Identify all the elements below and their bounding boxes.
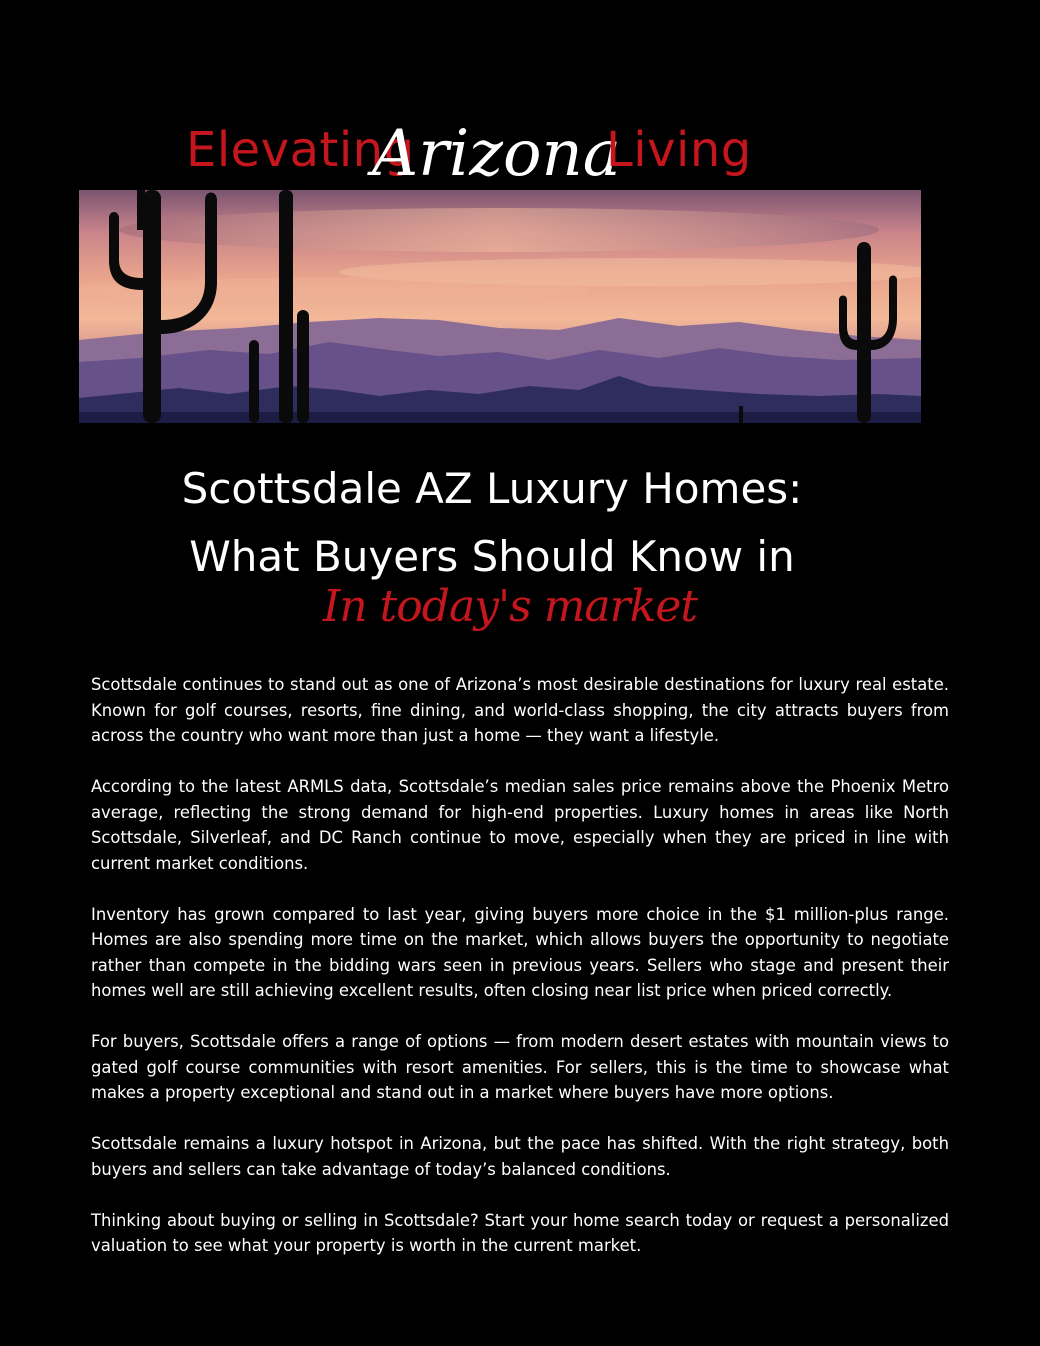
headline-line-1: Scottsdale AZ Luxury Homes:: [181, 464, 803, 513]
masthead-word-elevating: Elevating: [186, 122, 415, 178]
masthead-word-living: Living: [606, 122, 752, 178]
article-paragraph: Thinking about buying or selling in Scottsdale? Start your home search today or request a personalized valuation to see what your property is worth in the current market.: [91, 1210, 949, 1255]
article-paragraph: Scottsdale remains a luxury hotspot in Arizona, but the pace has shifted. With the right strategy, both buyers and sellers can take advantage of today’s balanced conditions.: [91, 1134, 949, 1179]
article-paragraph: Inventory has grown compared to last year, giving buyers more choice in the $1 million-plus range. Homes are also spending more time on the market, which allows buyers the opportunity to negotiate rather than compete in the bidding wars seen in previous years. Sellers who stage and present their homes well are still achieving excellent results, often closing near list price when priced correctly.: [91, 904, 949, 1000]
masthead-word-arizona-script: Arizona: [372, 117, 621, 191]
headline-line-2: What Buyers Should Know in: [189, 532, 795, 581]
article-body: [91, 672, 949, 1284]
article-paragraph: For buyers, Scottsdale offers a range of options — from modern desert estates with mountain views to gated golf course communities with resort amenities. For sellers, this is the time to showcase what makes a property exceptional and stand out in a market where buyers have more options.: [91, 1032, 949, 1102]
article-paragraph: Scottsdale continues to stand out as one of Arizona’s most desirable destinations for luxury real estate. Known for golf courses, resorts, fine dining, and world-class shopping, the city attracts buyers from across the country who want more than just a home — they want a lifestyle.: [91, 675, 949, 745]
article-paragraph: According to the latest ARMLS data, Scottsdale’s median sales price remains above the Phoenix Metro average, reflecting the strong demand for high-end properties. Luxury homes in areas like North Scottsdale, Silverleaf, and DC Ranch continue to move, especially when they are priced in line with current market conditions.: [91, 777, 949, 873]
masthead-logo: [0, 96, 1040, 226]
headline-script-subtitle: In today's market: [322, 581, 698, 632]
